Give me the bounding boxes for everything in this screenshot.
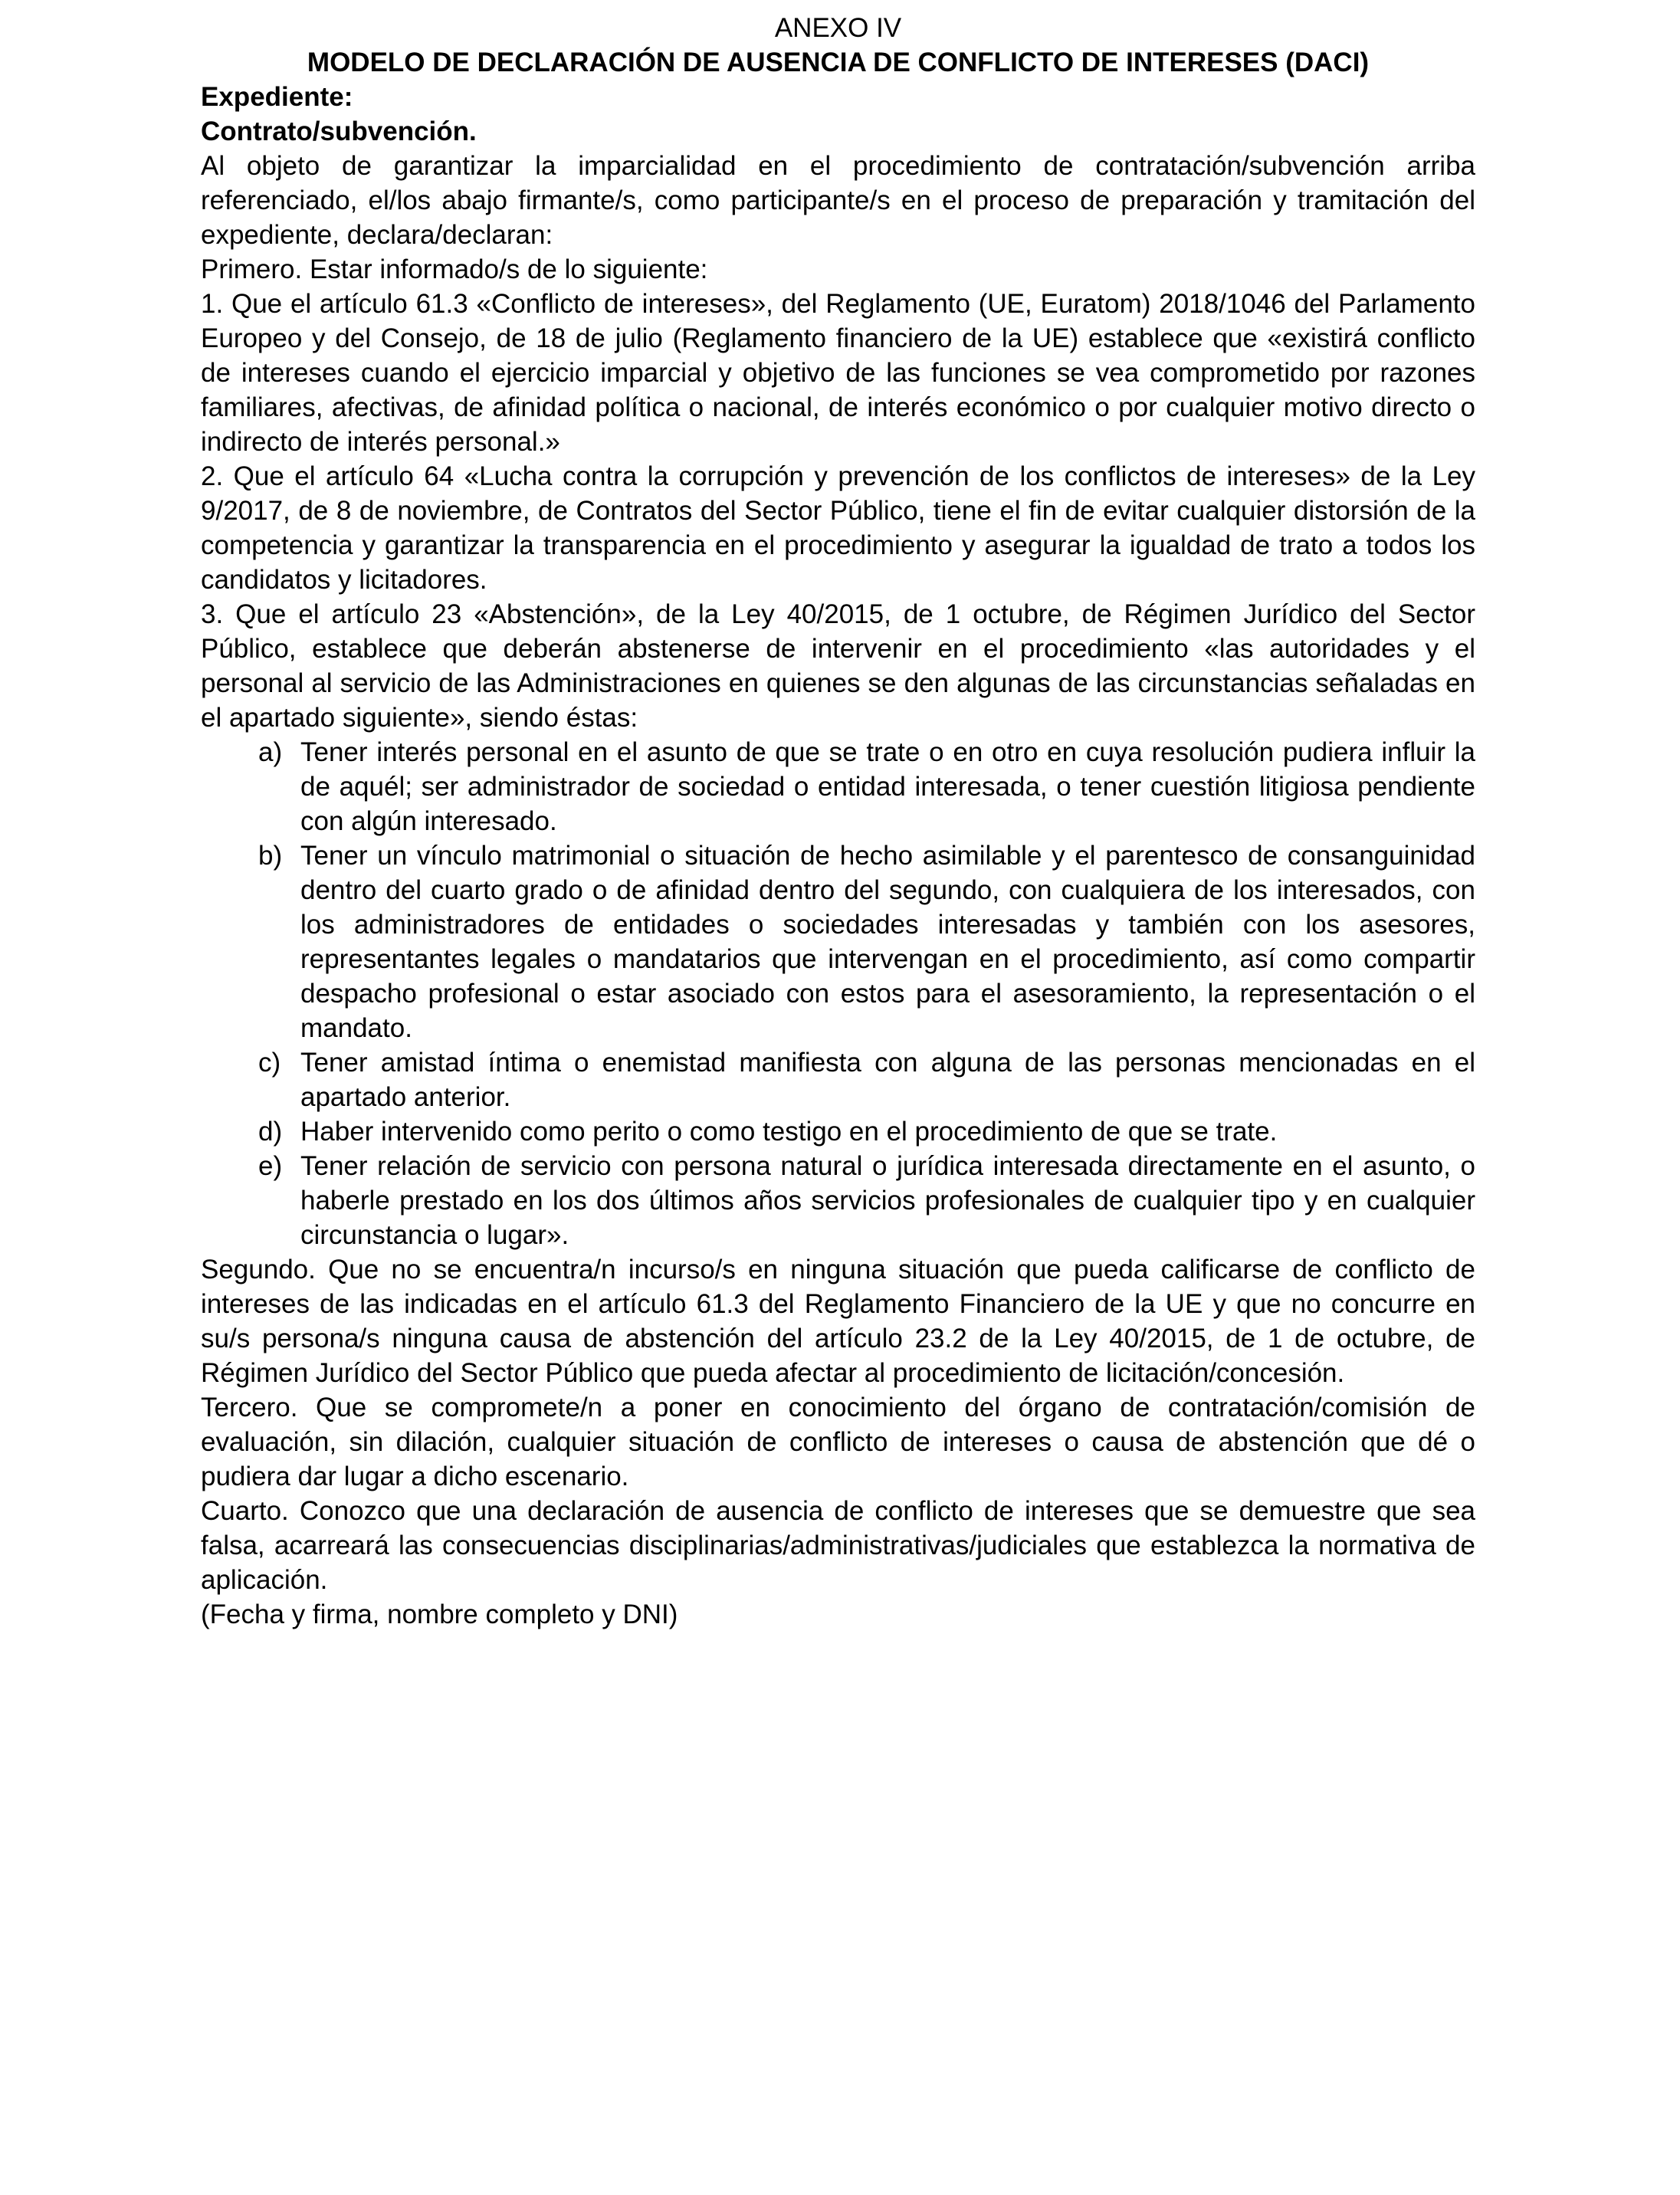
list-item-b [201, 838, 1475, 1045]
contract-subsidy-label: Contrato/subvención. [201, 116, 477, 146]
list-marker-b: b) [258, 841, 283, 871]
document-title: MODELO DE DECLARACIÓN DE AUSENCIA DE CONFLICTO DE INTERESES (DACI) [307, 48, 1370, 77]
segundo-paragraph: Segundo. Que no se encuentra/n incurso/s en ninguna situación que pueda calificarse de conflicto de intereses de las indicadas en el artículo 61.3 del Reglamento Financiero de la UE y que no concurre en su/s persona/s ninguna causa de abstención del artículo 23.2 de la Ley 40/2015, de 1 de octubre, de Régimen Jurídico del Sector Público que pueda afectar al procedimiento de licitación/concesión. [201, 1255, 1475, 1388]
intro-paragraph: Al objeto de garantizar la imparcialidad en el procedimiento de contratación/subvención arriba referenciado, el/los abajo firmante/s, como participante/s en el proceso de preparación y tramitación del expediente, declara/declaran: [201, 151, 1475, 250]
signature-note: (Fecha y firma, nombre completo y DNI) [201, 1599, 678, 1629]
list-item-a [201, 735, 1475, 838]
list-item-a-text: Tener interés personal en el asunto de que se trate o en otro en cuya resolución pudiera influir la de aquél; ser administrador de sociedad o entidad interesada, o tener cuestión litigiosa pendiente con algún interesado. [300, 737, 1475, 836]
list-item-d-text: Haber intervenido como perito o como testigo en el procedimiento de que se trate. [300, 1117, 1278, 1147]
clause-2: 2. Que el artículo 64 «Lucha contra la corrupción y prevención de los conflictos de intereses» de la Ley 9/2017, de 8 de noviembre, de Contratos del Sector Público, tiene el fin de evitar cualquier distorsión de la competencia y garantizar la transparencia en el procedimiento y asegurar la igualdad de trato a todos los candidatos y licitadores. [201, 461, 1475, 595]
list-marker-d: d) [258, 1117, 283, 1147]
list-marker-a: a) [258, 737, 283, 767]
list-marker-e: e) [258, 1151, 283, 1181]
cuarto-paragraph: Cuarto. Conozco que una declaración de ausencia de conflicto de intereses que se demuestre que sea falsa, acarreará las consecuencias disciplinarias/administrativas/judiciales que establezca la normativa de aplicación. [201, 1496, 1475, 1595]
clause-1: 1. Que el artículo 61.3 «Conflicto de intereses», del Reglamento (UE, Euratom) 2018/1046 del Parlamento Europeo y del Consejo, de 18 de julio (Reglamento financiero de la UE) establece que «existirá conflicto de intereses cuando el ejercicio imparcial y objetivo de las funciones se vea comprometido por razones familiares, afectivas, de afinidad política o nacional, de interés económico o por cualquier motivo directo o indirecto de interés personal.» [201, 289, 1475, 457]
list-item-c [201, 1045, 1475, 1114]
list-marker-c: c) [258, 1048, 281, 1078]
clause-3: 3. Que el artículo 23 «Abstención», de la Ley 40/2015, de 1 octubre, de Régimen Jurídico del Sector Público, establece que deberán abstenerse de intervenir en el procedimiento «las autoridades y el personal al servicio de las Administraciones en quienes se den algunas de las circunstancias señaladas en el apartado siguiente», siendo éstas: [201, 599, 1475, 733]
list-item-b-text: Tener un vínculo matrimonial o situación de hecho asimilable y el parentesco de consanguinidad dentro del cuarto grado o de afinidad dentro del segundo, con cualquiera de los interesados, con los administradores de entidades o sociedades interesadas y también con los asesores, representantes legales o mandatarios que intervengan en el procedimiento, así como compartir despacho profesional o estar asociado con estos para el asesoramiento, la representación o el mandato. [300, 841, 1475, 1043]
list-item-e [201, 1149, 1475, 1252]
tercero-paragraph: Tercero. Que se compromete/n a poner en conocimiento del órgano de contratación/comisión de evaluación, sin dilación, cualquier situación de conflicto de intereses o causa de abstención que dé o pudiera dar lugar a dicho escenario. [201, 1393, 1475, 1491]
list-item-c-text: Tener amistad íntima o enemistad manifiesta con alguna de las personas mencionadas en el apartado anterior. [300, 1048, 1475, 1112]
annex-label: ANEXO IV [774, 13, 902, 43]
list-item-d [201, 1114, 1475, 1149]
primero-heading: Primero. Estar informado/s de lo siguiente: [201, 254, 708, 284]
list-item-e-text: Tener relación de servicio con persona natural o jurídica interesada directamente en el asunto, o haberle prestado en los dos últimos años servicios profesionales de cualquier tipo y en cualquier circunstancia o lugar». [300, 1151, 1475, 1250]
expediente-label: Expediente: [201, 82, 353, 112]
